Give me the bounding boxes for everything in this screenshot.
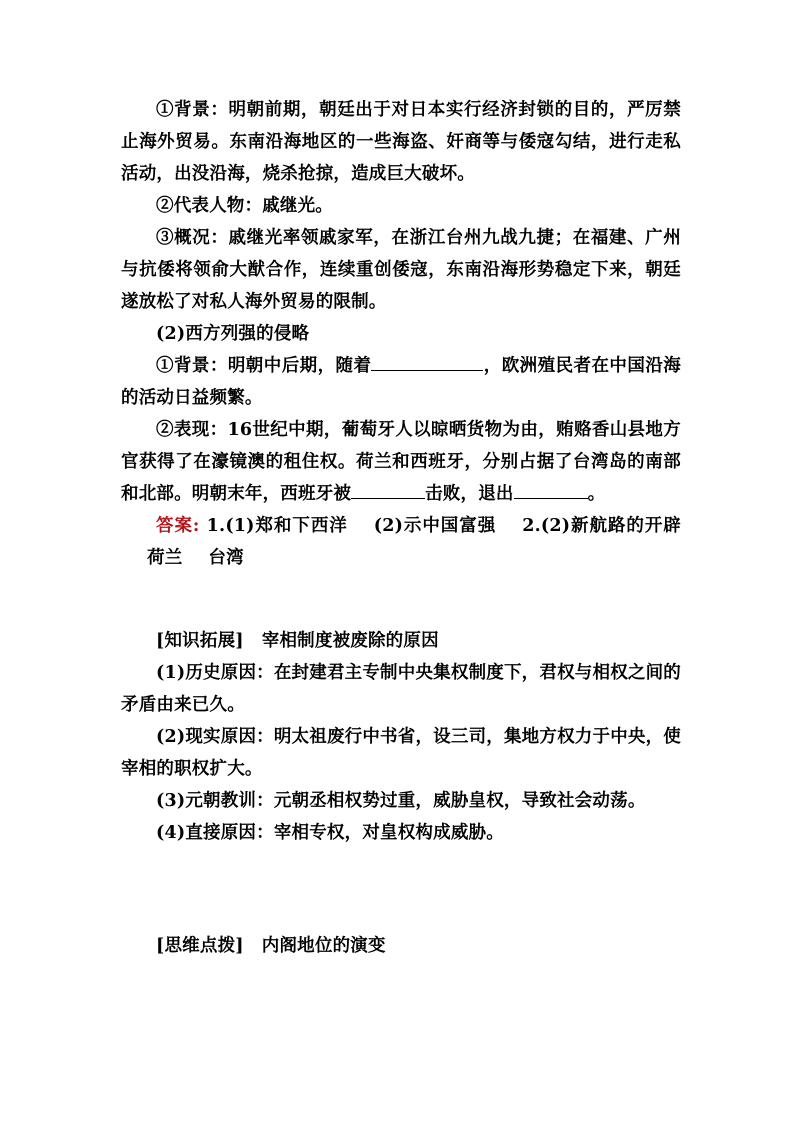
show-part-3: 。 — [587, 484, 606, 504]
knowledge-heading — [121, 625, 681, 657]
answer-paragraph — [121, 510, 681, 574]
west-heading: (2)西方列强的侵略 — [156, 324, 310, 344]
background-text: 明朝前期，朝廷出于对日本实行经济封锁的目的，严厉禁止海外贸易。东南沿海地区的一些海盗、奸商等与倭寇勾结，进行走私活动，出没沿海，烧杀抢掠，造成巨大破坏。 — [121, 100, 682, 184]
show-part-1: ②表现：16世纪中期，葡萄牙人以晾晒货物为由，贿赂香山县地方官获得了在濠镜澳的租住权。荷兰和西班牙，分别占据了台湾岛的南部和北部。明朝末年，西班牙被 — [121, 420, 681, 504]
fill-blank-2 — [351, 480, 425, 499]
background-paragraph — [121, 94, 681, 190]
west-background — [121, 350, 681, 414]
knowledge-item: (1)历史原因：在封建君主专制中央集权制度下，君权与相权之间的矛盾由来已久。 — [121, 663, 681, 715]
answer-2: (2)示中国富强 — [373, 516, 497, 536]
thinking-heading — [121, 930, 681, 962]
thinking-title: 内阁地位的演变 — [261, 936, 386, 956]
fill-blank-3 — [514, 480, 588, 499]
knowledge-item: (2)现实原因：明太祖废行中书省，设三司，集地方权力于中央，使宰相的职权扩大。 — [121, 727, 681, 779]
knowledge-tag: [知识拓展] — [156, 631, 244, 651]
answer-1: 1.(1)郑和下西洋 — [206, 516, 348, 536]
answer-5: 台湾 — [208, 548, 244, 568]
answer-4: 荷兰 — [147, 548, 183, 568]
background-prefix: ①背景： — [156, 100, 229, 120]
representative-person: ②代表人物：戚继光。 — [156, 196, 333, 216]
thinking-tag: [思维点拨] — [156, 936, 244, 956]
fill-blank-1 — [371, 352, 483, 371]
show-part-2: 击败，退出 — [425, 484, 514, 504]
west-bg-after: ，欧洲殖民者在中国沿海的活动日益频繁。 — [121, 356, 682, 408]
west-bg-before: ①背景：明朝中后期，随着 — [156, 356, 372, 376]
knowledge-title: 宰相制度被废除的原因 — [261, 631, 439, 651]
overview-paragraph: ③概况：戚继光率领戚家军，在浙江台州九战九捷；在福建、广州与抗倭将领俞大猷合作，连续重创倭寇，东南沿海形势稳定下来，朝廷遂放松了对私人海外贸易的限制。 — [121, 228, 681, 312]
west-manifestation — [121, 414, 681, 510]
answer-label: 答案: — [156, 516, 200, 536]
knowledge-item: (3)元朝教训：元朝丞相权势过重，威胁皇权，导致社会动荡。 — [156, 791, 646, 811]
knowledge-item: (4)直接原因：宰相专权，对皇权构成威胁。 — [156, 823, 504, 843]
answer-3: 2.(2)新航路的开辟 — [522, 516, 681, 536]
